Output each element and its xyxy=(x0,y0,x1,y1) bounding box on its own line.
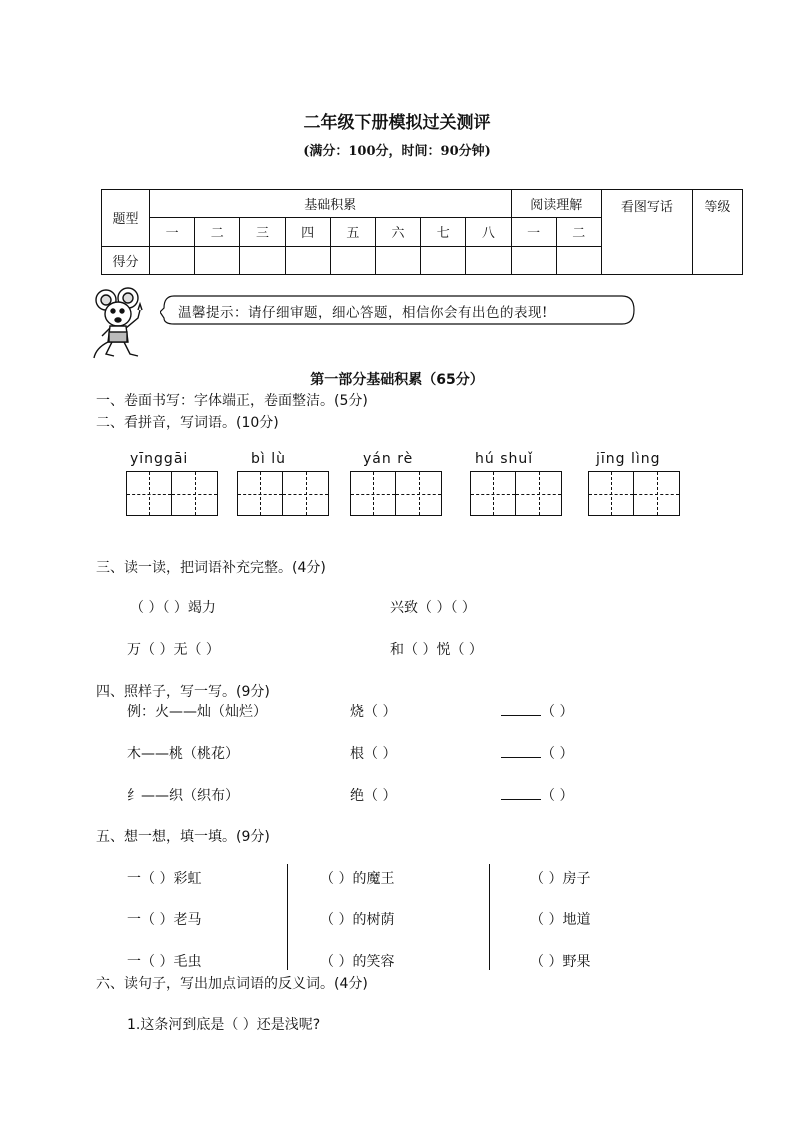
score-cell[interactable] xyxy=(150,246,195,274)
page-title: 二年级下册模拟过关测评 xyxy=(303,113,491,133)
q4-example-3: 纟——织（织布） xyxy=(127,788,239,804)
score-cell[interactable] xyxy=(285,246,330,274)
q3-line-3: 万（ ）无（ ） xyxy=(127,642,220,658)
pinyin-1: yīnggāi xyxy=(130,451,189,467)
score-cell[interactable] xyxy=(330,246,375,274)
q3-line-4: 和（ ）悦（ ） xyxy=(390,642,483,658)
score-table-group-reading: 阅读理解 xyxy=(511,190,601,218)
q2-title: 二、看拼音，写词语。(10分) xyxy=(96,415,279,431)
q4-title: 四、照样子，写一写。(9分) xyxy=(96,684,270,700)
score-cell[interactable] xyxy=(466,246,511,274)
score-col: 四 xyxy=(285,218,330,246)
score-cell[interactable] xyxy=(421,246,466,274)
score-table-group-writing: 看图写话 xyxy=(601,190,692,275)
q4-prompt-2: 根（ ） xyxy=(350,746,397,762)
q4-answer-3[interactable]: （ ） xyxy=(501,785,573,805)
q5-col1-3: 一（ ）毛虫 xyxy=(127,954,202,970)
mouse-mascot-icon xyxy=(92,286,154,362)
score-cell[interactable] xyxy=(375,246,420,274)
score-cell[interactable] xyxy=(195,246,240,274)
q5-title: 五、想一想，填一填。(9分) xyxy=(96,829,270,845)
tip-text: 温馨提示：请仔细审题，细心答题，相信你会有出色的表现! xyxy=(178,305,548,321)
writing-grid-3[interactable] xyxy=(350,471,442,516)
score-col: 二 xyxy=(556,218,601,246)
q5-col1-2: 一（ ）老马 xyxy=(127,912,202,928)
q5-col1-1: 一（ ）彩虹 xyxy=(127,871,202,887)
writing-grid-1[interactable] xyxy=(126,471,218,516)
pinyin-5: jīng lìng xyxy=(596,451,661,467)
score-col: 五 xyxy=(330,218,375,246)
score-cell[interactable] xyxy=(556,246,601,274)
pinyin-3: yán rè xyxy=(363,451,414,467)
q4-answer-2[interactable]: （ ） xyxy=(501,743,573,763)
q5-col2-1: （ ）的魔王 xyxy=(320,871,395,887)
score-col: 八 xyxy=(466,218,511,246)
q1-title: 一、卷面书写：字体端正，卷面整洁。(5分) xyxy=(96,393,368,409)
q3-line-1: （ ）（ ）竭力 xyxy=(130,600,216,616)
column-divider xyxy=(287,864,288,970)
score-col: 六 xyxy=(375,218,420,246)
score-col: 二 xyxy=(195,218,240,246)
q4-answer-1[interactable]: （ ） xyxy=(501,701,573,721)
score-table-group-level: 等级 xyxy=(692,190,742,275)
q3-line-2: 兴致（ ）（ ） xyxy=(390,600,476,616)
q5-col2-3: （ ）的笑容 xyxy=(320,954,395,970)
page-subtitle: (满分：100分，时间：90分钟) xyxy=(303,144,491,159)
pinyin-2: bì lù xyxy=(251,451,286,467)
q6-sentence-1: 1.这条河到底是（ ）还是浅呢? xyxy=(127,1017,321,1033)
q5-col3-1: （ ）房子 xyxy=(530,871,591,887)
q5-col2-2: （ ）的树荫 xyxy=(320,912,395,928)
score-col: 七 xyxy=(421,218,466,246)
q5-col3-2: （ ）地道 xyxy=(530,912,591,928)
writing-grid-2[interactable] xyxy=(237,471,329,516)
score-col: 三 xyxy=(240,218,285,246)
q4-prompt-3: 绝（ ） xyxy=(350,788,397,804)
q4-example-1: 例：火——灿（灿烂） xyxy=(127,704,267,720)
q4-prompt-1: 烧（ ） xyxy=(350,704,397,720)
score-table-score-label: 得分 xyxy=(102,246,150,274)
score-table-type-label: 题型 xyxy=(102,190,150,247)
q6-title: 六、读句子，写出加点词语的反义词。(4分) xyxy=(96,976,368,992)
score-cell[interactable] xyxy=(511,246,556,274)
pinyin-4: hú shuǐ xyxy=(475,451,534,467)
column-divider xyxy=(489,864,490,970)
score-col: 一 xyxy=(511,218,556,246)
q5-col3-3: （ ）野果 xyxy=(530,954,591,970)
q4-example-2: 木——桃（桃花） xyxy=(127,746,239,762)
writing-grid-4[interactable] xyxy=(470,471,562,516)
part1-title: 第一部分基础积累（65分） xyxy=(310,372,484,388)
q3-title: 三、读一读，把词语补充完整。(4分) xyxy=(96,560,326,576)
writing-grid-5[interactable] xyxy=(588,471,680,516)
score-table xyxy=(101,189,743,275)
score-col: 一 xyxy=(150,218,195,246)
score-cell[interactable] xyxy=(240,246,285,274)
score-table-group-basic: 基础积累 xyxy=(150,190,512,218)
